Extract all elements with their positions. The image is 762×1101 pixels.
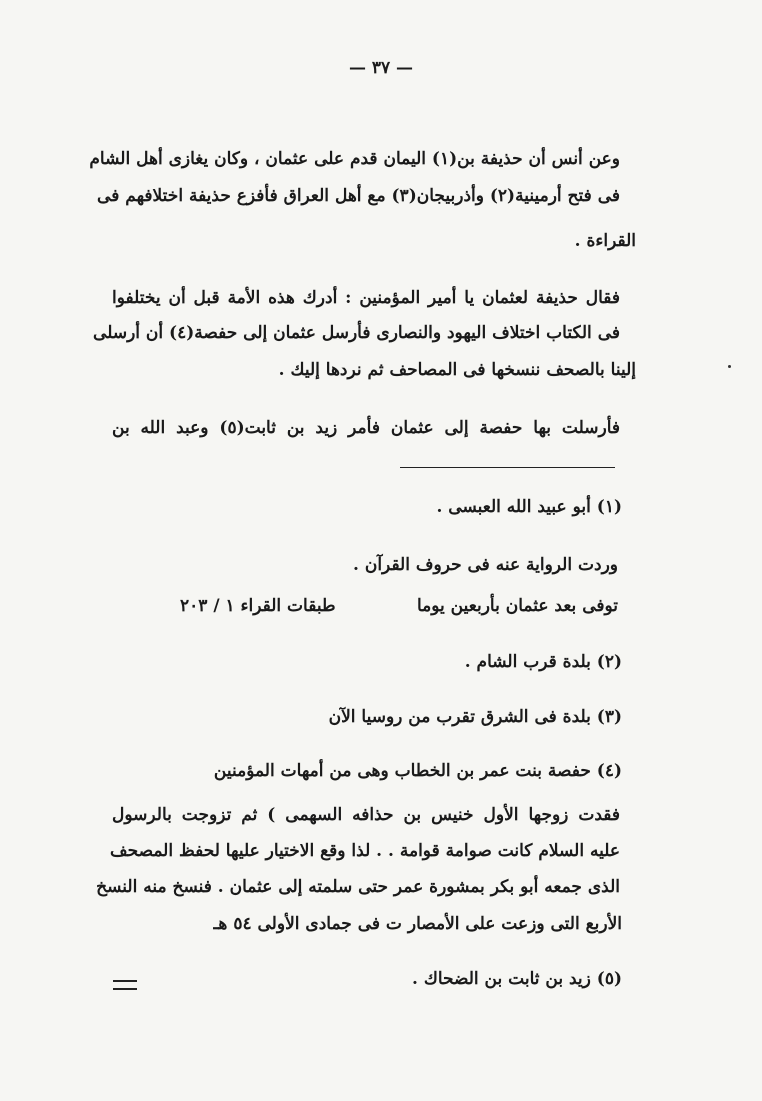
footnote-4-continuation: الأربع التى وزعت على الأمصار ت فى جمادى الأولى ٥٤ هـ: [213, 914, 622, 934]
end-mark: [113, 980, 137, 990]
footnote-3: (٣) بلدة فى الشرق تقرب من روسيا الآن: [328, 707, 622, 727]
main-text-line: إلينا بالصحف ننسخها فى المصاحف ثم نردها إليك .: [278, 360, 636, 380]
footnote-2: (٢) بلدة قرب الشام .: [464, 652, 622, 672]
main-text-line: القراءة .: [574, 231, 636, 251]
main-text-line: فى الكتاب اختلاف اليهود والنصارى فأرسل عثمان إلى حفصة(٤) أن أرسلى: [93, 323, 620, 343]
footnote-1: (١) أبو عبيد الله العبسى .: [436, 497, 622, 517]
footnote-1-reference: طبقات القراء ١ / ٢٠٣: [180, 596, 336, 616]
footnote-4: (٤) حفصة بنت عمر بن الخطاب وهى من أمهات المؤمنين: [213, 761, 622, 781]
footnote-4-continuation: عليه السلام كانت صوامة قوامة . . لذا وقع الاختيار عليها لحفظ المصحف: [110, 841, 620, 861]
footnote-4-continuation: فقدت زوجها الأول خنيس بن حذافه السهمى ) ثم تزوجت بالرسول: [112, 805, 620, 825]
main-text-line: فأرسلت بها حفصة إلى عثمان فأمر زيد بن ثابت(٥) وعبد الله بن: [112, 418, 621, 438]
footnote-separator: [400, 467, 615, 468]
footnote-5: (٥) زيد بن ثابت بن الضحاك .: [411, 969, 622, 989]
footnote-1-detail: وردت الرواية عنه فى حروف القرآن .: [353, 555, 618, 575]
footnote-4-continuation: الذى جمعه أبو بكر بمشورة عمر حتى سلمته إلى عثمان . فنسخ منه النسخ: [96, 877, 620, 897]
scan-speck: [728, 365, 731, 368]
main-text-line: فى فتح أرمينية(٢) وأذربيجان(٣) مع أهل العراق فأفزع حذيفة اختلافهم فى: [97, 186, 620, 206]
footnote-1-death: توفى بعد عثمان بأربعين يوما: [416, 596, 618, 616]
main-text-line: وعن أنس أن حذيفة بن(١) اليمان قدم على عثمان ، وكان يغازى أهل الشام: [89, 149, 620, 169]
page-number: — ٣٧ —: [348, 58, 414, 78]
main-text-line: فقال حذيفة لعثمان يا أمير المؤمنين : أدرك هذه الأمة قبل أن يختلفوا: [112, 288, 620, 308]
